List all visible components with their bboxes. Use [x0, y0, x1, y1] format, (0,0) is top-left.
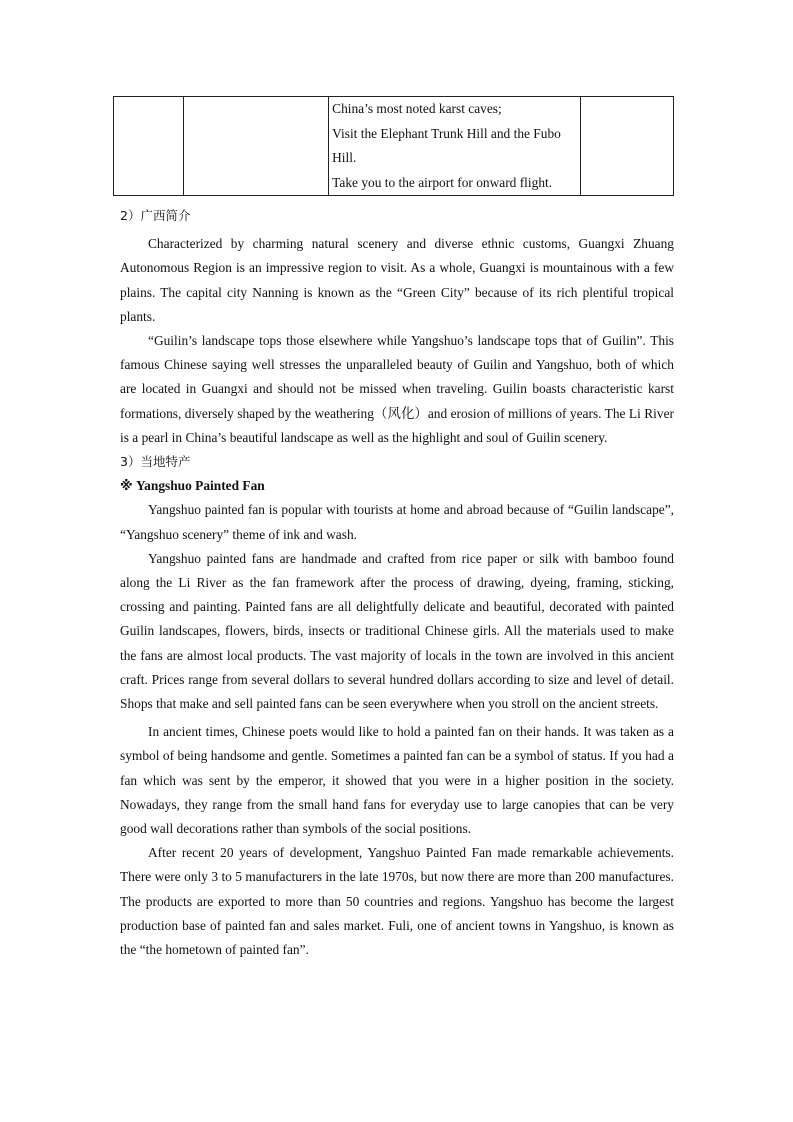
paragraph: Characterized by charming natural scenery and diverse ethnic customs, Guangxi Zhuang Autonomous Region is an impressive region to visit. As a whole, Guangxi is mountainous with a few plains. The capital city Nanning is known as the “Green City” because of its rich plentiful tropical plants. [120, 236, 674, 324]
activity-line: Hill. [332, 150, 357, 165]
section-heading-specialties: 3）当地特产 [120, 454, 191, 470]
section-heading-guangxi: 2）广西简介 [120, 208, 191, 223]
table-cell-place [184, 97, 329, 196]
paragraph: “Guilin’s landscape tops those elsewhere while Yangshuo’s landscape tops that of Guilin”. This famous Chinese saying well stresses the unparalleled beauty of Guilin and Yangshuo, both of which are located in Guangxi and should not be missed when traveling. Guilin boasts characteristic karst formations, diversely shaped by the weathering（风化）and erosion of millions of years. The Li River is a pearl in China’s beautiful landscape as well as the highlight and soul of Guilin scenery. [120, 333, 674, 445]
reference-mark: ※ [120, 479, 133, 495]
table-cell-day [114, 97, 184, 196]
activity-line: China’s most noted karst caves; [332, 101, 502, 116]
activity-line: Take you to the airport for onward flight. [332, 174, 553, 190]
paragraph: In ancient times, Chinese poets would like to hold a painted fan on their hands. It was taken as a symbol of being handsome and gentle. Sometimes a painted fan can be a symbol of status. If you had a fan which was sent by the emperor, it showed that you were in a higher position in the society. Nowadays, they range from the small hand fans for everyday use to large canopies that can be very good wall decorations rather than symbols of the social positions. [120, 724, 674, 837]
paragraph: Yangshuo painted fans are handmade and crafted from rice paper or silk with bamboo found along the Li River as the fan framework after the process of drawing, dyeing, framing, sticking, crossing and painting. Painted fans are all delightfully delicate and beautiful, decorated with painted Guilin landscapes, flowers, birds, insects or traditional Chinese girls. All the materials used to make the fans are almost local products. The vast majority of locals in the town are involved in this ancient craft. Prices range from several dollars to several hundred dollars according to size and level of detail. Shops that make and sell painted fans can be seen everywhere when you stroll on the ancient streets. [120, 550, 674, 712]
paragraph: After recent 20 years of development, Yangshuo Painted Fan made remarkable achievements. There were only 3 to 5 manufacturers in the late 1970s, but now there are more than 200 manufactures. The products are exported to more than 50 countries and regions. Yangshuo has become the largest production base of painted fan and sales market. Fuli, one of ancient towns in Yangshuo, is known as the “the hometown of painted fan”. [120, 845, 674, 958]
itinerary-table [113, 96, 674, 196]
subheading [120, 474, 674, 498]
subheading-title: Yangshuo Painted Fan [136, 478, 265, 494]
activity-line: Visit the Elephant Trunk Hill and the Fubo [332, 125, 561, 141]
table-cell-notes [581, 97, 674, 196]
paragraph: Yangshuo painted fan is popular with tourists at home and abroad because of “Guilin landscape”, “Yangshuo scenery” theme of ink and wash. [120, 502, 674, 542]
table-cell-activities [329, 97, 581, 196]
table-row [114, 97, 674, 196]
document-body [120, 204, 674, 962]
